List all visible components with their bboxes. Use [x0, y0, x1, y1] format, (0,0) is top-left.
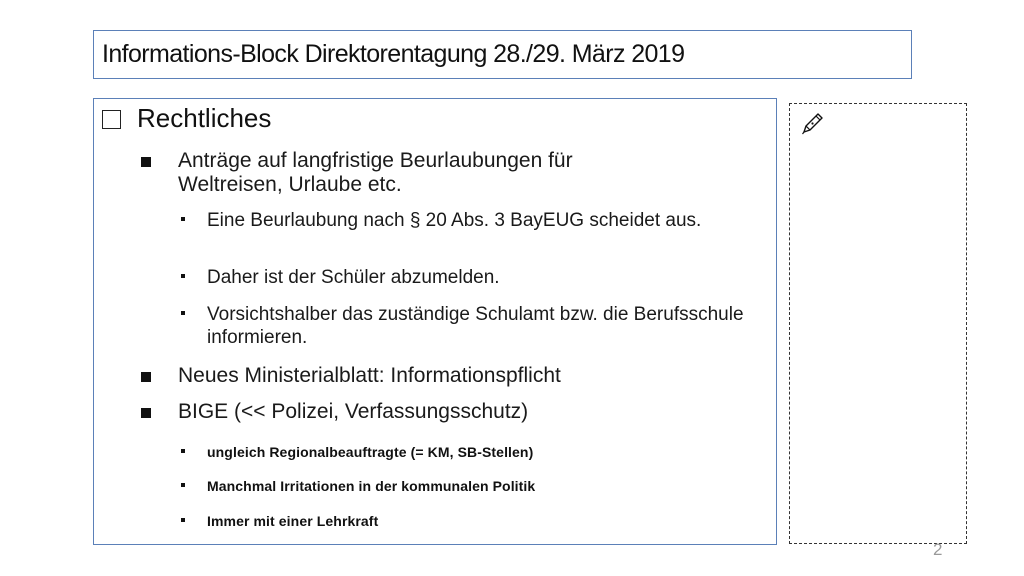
- pen-icon: [800, 110, 826, 136]
- list-item-text: Neues Ministerialblatt: Informationspflicht: [178, 364, 561, 387]
- title-box: [93, 30, 912, 79]
- sub-list-item: [181, 477, 767, 495]
- sub-list-item: [181, 512, 767, 530]
- sub-list-item: [181, 209, 767, 232]
- small-bullet-icon: [181, 483, 185, 487]
- slide-title: Informations-Block Direktorentagung 28./29. März 2019: [102, 40, 685, 68]
- heading-text: Rechtliches: [137, 103, 272, 133]
- list-item: [141, 149, 678, 197]
- sub-list-item: [181, 303, 752, 349]
- list-item-text: BIGE (<< Polizei, Verfassungsschutz): [178, 400, 529, 423]
- section-heading: [102, 103, 271, 134]
- small-bullet-icon: [181, 274, 185, 278]
- page-number: 2: [933, 540, 943, 559]
- notes-box: [789, 103, 967, 544]
- sub-list-item-text: ungleich Regionalbeauftragte (= KM, SB-Stellen): [207, 444, 534, 460]
- sub-list-item-text: Daher ist der Schüler abzumelden.: [207, 267, 500, 288]
- small-bullet-icon: [181, 518, 185, 522]
- square-bullet-icon: [141, 157, 151, 167]
- list-item-text: Anträge auf langfristige Beurlaubungen für Weltreisen, Urlaube etc.: [178, 149, 573, 196]
- square-bullet-icon: [141, 408, 151, 418]
- content-box: [93, 98, 777, 545]
- small-bullet-icon: [181, 217, 185, 221]
- sub-list-item: [181, 443, 767, 461]
- sub-list-item-text: Manchmal Irritationen in der kommunalen Politik: [207, 478, 536, 494]
- small-bullet-icon: [181, 449, 185, 453]
- sub-list-item-text: Eine Beurlaubung nach § 20 Abs. 3 BayEUG scheidet aus.: [207, 210, 702, 231]
- sub-list-item-text: Vorsichtshalber das zuständige Schulamt bzw. die Berufsschule informieren.: [207, 304, 744, 348]
- list-item: [141, 364, 561, 388]
- list-item: [141, 400, 528, 424]
- small-bullet-icon: [181, 311, 185, 315]
- sub-list-item-text: Immer mit einer Lehrkraft: [207, 513, 379, 529]
- checkbox-icon: [102, 110, 121, 129]
- sub-list-item: [181, 266, 767, 289]
- square-bullet-icon: [141, 372, 151, 382]
